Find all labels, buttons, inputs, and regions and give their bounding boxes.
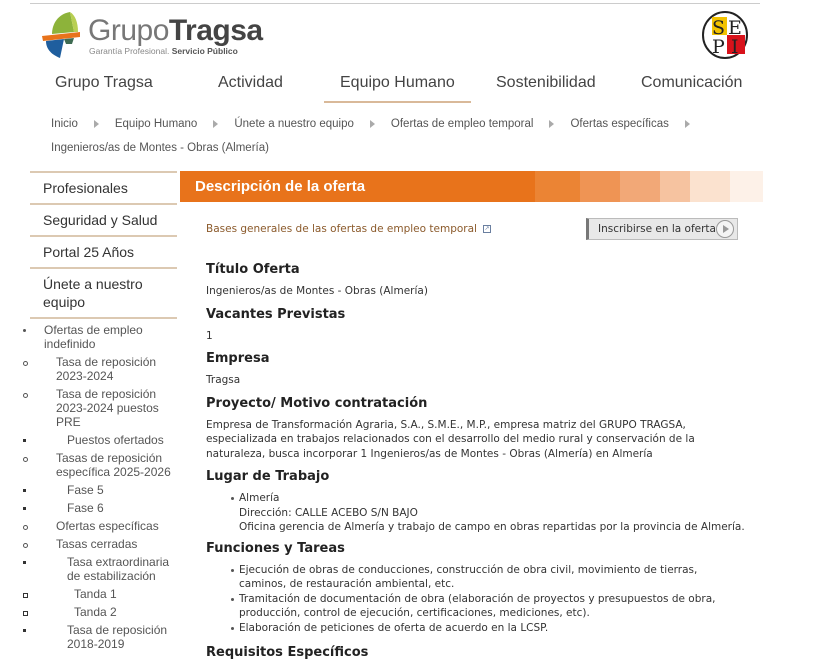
tree-item[interactable]: Tasas de reposición específica 2025-2026	[30, 451, 177, 479]
value-titulo: Ingenieros/as de Montes - Obras (Almería)	[206, 285, 428, 297]
sidebar-item-unete[interactable]: Únete a nuestro equipo	[30, 267, 177, 319]
banner-title: Descripción de la oferta	[195, 178, 366, 195]
bases-link-text: Bases generales de las ofertas de empleo temporal	[206, 223, 477, 235]
svg-text:E: E	[728, 17, 742, 39]
svg-text:I: I	[731, 36, 739, 58]
breadcrumb-unete[interactable]: Únete a nuestro equipo	[234, 118, 354, 130]
tree-item[interactable]: Tasas cerradas	[30, 537, 177, 551]
tree-item[interactable]: Fase 5	[30, 483, 177, 497]
chevron-right-icon	[94, 120, 99, 128]
nav-equipo-humano[interactable]: Equipo Humano	[324, 74, 471, 103]
heading-empresa: Empresa	[206, 351, 270, 366]
sidebar	[30, 171, 177, 655]
tree-item[interactable]: Tasa de reposición 2018-2019	[30, 623, 177, 651]
section-banner	[180, 171, 763, 202]
chevron-right-icon	[370, 120, 375, 128]
svg-text:S: S	[712, 17, 726, 39]
tree-item[interactable]: Tasa de reposición 2023-2024	[30, 355, 177, 383]
main-nav	[30, 74, 770, 104]
lugar-note: Oficina gerencia de Almería y trabajo de campo en obras repartidas por la provincia de Almería.	[239, 521, 745, 533]
heading-requisitos: Requisitos Específicos	[206, 645, 369, 660]
breadcrumb	[51, 118, 706, 130]
inscribirse-label: Inscribirse en la oferta	[598, 223, 716, 235]
tree-item[interactable]: Tasa extraordinaria de estabilización	[30, 555, 177, 583]
breadcrumb-equipo-humano[interactable]: Equipo Humano	[114, 118, 198, 130]
lugar-list	[239, 491, 746, 535]
grupo-tragsa-logo[interactable]	[40, 10, 263, 60]
heading-lugar: Lugar de Trabajo	[206, 469, 330, 484]
tree-item[interactable]: Ofertas específicas	[30, 519, 177, 533]
heading-titulo: Título Oferta	[206, 262, 300, 277]
sidebar-item-seguridad-salud[interactable]: Seguridad y Salud	[30, 203, 177, 235]
tragsa-emblem-icon	[40, 10, 86, 60]
play-arrow-icon	[716, 220, 734, 238]
value-vacantes: 1	[206, 329, 213, 342]
funciones-list	[239, 563, 746, 636]
breadcrumb-inicio[interactable]: Inicio	[51, 118, 78, 130]
lugar-address: Dirección: CALLE ACEBO S/N BAJO	[239, 506, 418, 519]
offer-details	[206, 262, 746, 667]
list-item	[239, 491, 746, 535]
list-item: Ejecución de obras de conducciones, construcción de obra civil, movimiento de tierras, caminos, de restauración ambiental, etc.	[239, 563, 746, 592]
external-link-icon: ↗	[484, 225, 490, 232]
top-divider	[30, 3, 760, 4]
heading-funciones: Funciones y Tareas	[206, 540, 345, 556]
tree-item[interactable]: Puestos ofertados	[30, 433, 177, 447]
breadcrumb-ofertas-especificas[interactable]: Ofertas específicas	[570, 118, 669, 130]
tree-item[interactable]: Tasa de reposición 2023-2024 puestos PRE	[30, 387, 177, 429]
svg-text:P: P	[712, 36, 725, 58]
breadcrumb-current: Ingenieros/as de Montes - Obras (Almería)	[51, 142, 269, 154]
tree-item[interactable]: Tanda 2	[30, 605, 177, 619]
value-proyecto: Empresa de Transformación Agraria, S.A., S.M.E., M.P., empresa matriz del GRUPO TRAGSA, especializada en trabajos relacionados con el desarrollo del medio rural y conservación de la naturaleza, busca incorporar 1 Ingenieros/as de Montes - Obras (Almería) en Almería	[206, 418, 695, 460]
sepi-emblem-icon	[700, 11, 750, 59]
list-item: Tramitación de documentación de obra (elaboración de proyectos y presupuestos de obra, producción, control de ejecución, certificaciones, mediciones, etc).	[239, 592, 746, 621]
heading-proyecto: Proyecto/ Motivo contratación	[206, 395, 428, 411]
heading-vacantes: Vacantes Previstas	[206, 306, 346, 322]
chevron-right-icon	[213, 120, 218, 128]
sepi-logo[interactable]	[700, 11, 750, 59]
tree-item[interactable]: Tanda 1	[30, 587, 177, 601]
nav-sostenibilidad[interactable]: Sostenibilidad	[496, 74, 596, 91]
tree-item[interactable]: Ofertas de empleo indefinido	[30, 323, 177, 351]
sidebar-tree	[30, 323, 177, 651]
value-empresa: Tragsa	[206, 374, 241, 386]
logo-wordmark: GrupoTragsa	[88, 14, 263, 47]
list-item: Elaboración de peticiones de oferta de acuerdo en la LCSP.	[239, 621, 746, 636]
inscribirse-button[interactable]	[586, 218, 738, 240]
breadcrumb-ofertas-temporal[interactable]: Ofertas de empleo temporal	[390, 118, 534, 130]
lugar-city: Almería	[239, 492, 280, 504]
nav-actividad[interactable]: Actividad	[218, 74, 283, 91]
sidebar-item-profesionales[interactable]: Profesionales	[30, 171, 177, 203]
logo-tagline: Garantía Profesional. Servicio Público	[89, 46, 238, 56]
sidebar-item-portal-25[interactable]: Portal 25 Años	[30, 235, 177, 267]
nav-grupo-tragsa[interactable]: Grupo Tragsa	[55, 74, 153, 91]
chevron-right-icon	[685, 120, 690, 128]
nav-comunicacion[interactable]: Comunicación	[641, 74, 743, 91]
tree-item[interactable]: Fase 6	[30, 501, 177, 515]
bases-generales-link[interactable]	[206, 223, 491, 235]
chevron-right-icon	[549, 120, 554, 128]
